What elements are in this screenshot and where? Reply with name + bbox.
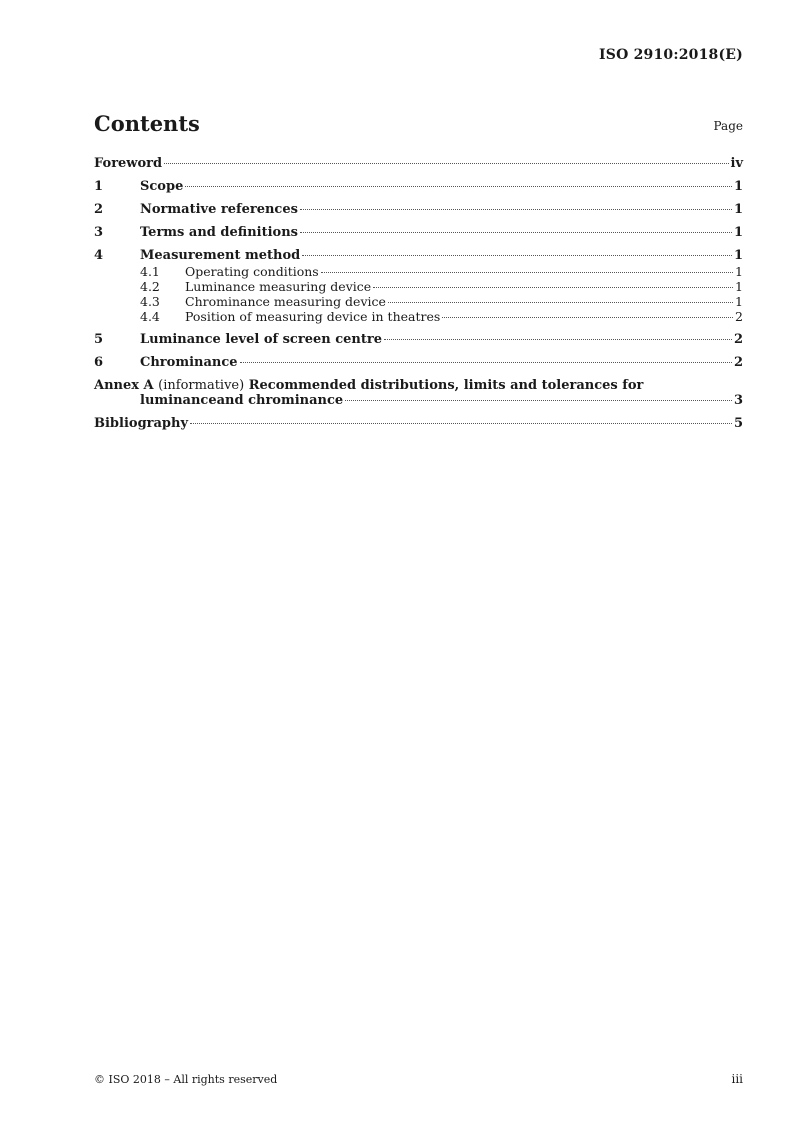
toc-entry-measurement-method[interactable] [94,248,743,263]
toc-page: iv [730,156,743,171]
toc-number: 4.1 [140,264,160,279]
page-column-label: Page [713,119,743,133]
annex-prefix: Annex A [94,378,154,393]
footer-copyright: © ISO 2018 – All rights reserved [94,1073,278,1086]
toc-number: 5 [94,332,104,347]
toc-entry-terms-and-definitions[interactable] [94,225,743,240]
toc-label: Bibliography [94,416,189,431]
toc-subentry-luminance-measuring-device[interactable] [94,279,743,294]
toc-number: 4.4 [140,309,160,324]
toc-entry-luminance-level[interactable] [94,332,743,347]
table-of-contents [94,156,743,431]
dot-leader [185,186,732,187]
toc-entry-chrominance[interactable] [94,355,743,370]
toc-label: Terms and definitions [140,225,298,240]
toc-page: 2 [733,355,743,370]
footer-page-number: iii [731,1072,743,1086]
toc-number: 2 [94,202,104,217]
toc-number: 4 [94,248,104,263]
toc-entry-bibliography[interactable] [94,416,743,431]
toc-page: 3 [733,393,743,408]
dot-leader [164,163,728,164]
dot-leader [302,255,732,256]
dot-leader [190,423,732,424]
toc-subentry-chrominance-measuring-device[interactable] [94,294,743,309]
toc-label: Normative references [140,202,298,217]
toc-page: 1 [733,225,743,240]
toc-label: Operating conditions [185,264,319,279]
toc-page: 2 [735,309,743,324]
dot-leader [442,317,733,318]
contents-title: Contents [94,111,200,136]
toc-label: Foreword [94,156,163,171]
annex-title-line2: luminanceand chrominance [140,393,344,408]
toc-label: Chrominance [140,355,238,370]
toc-page: 1 [733,179,743,194]
dot-leader [300,209,732,210]
toc-subentry-operating-conditions[interactable] [94,264,743,279]
toc-page: 5 [733,416,743,431]
toc-label: Luminance measuring device [185,279,372,294]
toc-label: Scope [140,179,184,194]
toc-number: 4.2 [140,279,160,294]
document-id: ISO 2910:2018(E) [599,47,743,63]
dot-leader [384,339,732,340]
toc-page: 1 [733,248,743,263]
toc-label: Position of measuring device in theatres [185,309,441,324]
toc-page: 1 [735,294,743,309]
toc-page: 2 [733,332,743,347]
toc-page: 1 [733,202,743,217]
annex-informative: (informative) [158,378,245,393]
toc-entry-scope[interactable] [94,179,743,194]
toc-subentry-position-of-measuring-device[interactable] [94,309,743,324]
toc-number: 6 [94,355,104,370]
toc-entry-annex-a[interactable] [94,378,743,408]
annex-title-line1: Recommended distributions, limits and tolerances for [248,378,644,393]
dot-leader [345,400,732,401]
dot-leader [240,362,732,363]
dot-leader [300,232,732,233]
toc-label: Chrominance measuring device [185,294,386,309]
toc-page: 1 [735,279,743,294]
dot-leader [321,272,733,273]
toc-number: 1 [94,179,104,194]
toc-entry-foreword[interactable] [94,156,743,171]
toc-label: Luminance level of screen centre [140,332,382,347]
toc-label: Measurement method [140,248,301,263]
dot-leader [373,287,733,288]
dot-leader [388,302,733,303]
toc-page: 1 [735,264,743,279]
toc-number: 4.3 [140,294,160,309]
toc-number: 3 [94,225,104,240]
toc-entry-normative-references[interactable] [94,202,743,217]
